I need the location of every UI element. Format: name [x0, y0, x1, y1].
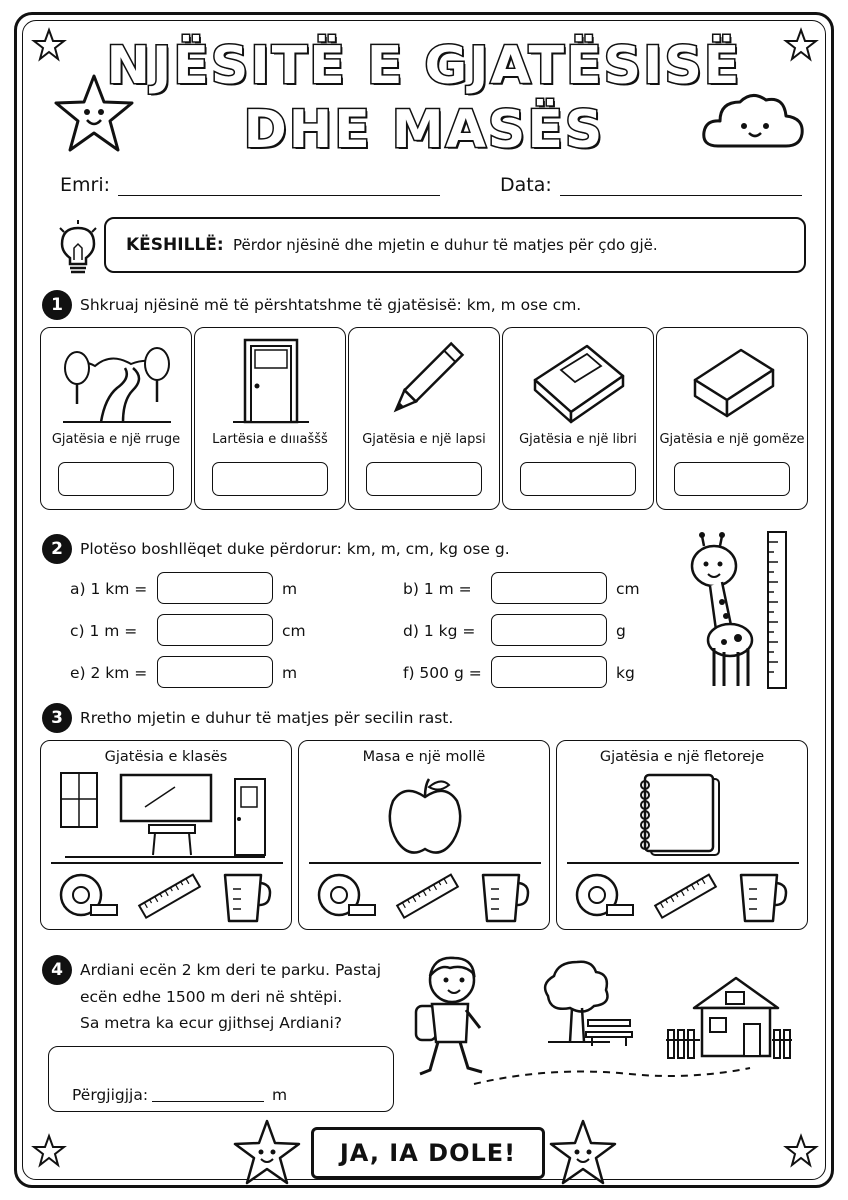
q3-card-divider [51, 862, 283, 864]
question-4-line: Ardiani ecën 2 km deri te parku. Pastaj [80, 961, 382, 979]
q2-answer-box[interactable] [157, 614, 273, 646]
question-number: 3 [42, 703, 72, 733]
ruler-icon[interactable] [395, 871, 461, 923]
q1-card-road [40, 327, 192, 510]
question-number: 1 [42, 290, 72, 320]
name-field[interactable] [118, 178, 440, 196]
question-4-line: ecën edhe 1500 m deri në shtëpi. [80, 988, 343, 1006]
q1-answer-box[interactable] [58, 462, 174, 496]
question-2-prompt: Plotëso boshllëqet duke përdorur: km, m, cm, kg ose g. [80, 540, 510, 558]
bench-icon [584, 1018, 634, 1048]
q3-card-divider [309, 862, 541, 864]
tape-measure-icon[interactable] [57, 871, 121, 923]
q1-card-pencil [348, 327, 500, 510]
page-title-line2: DHE MASËS [243, 100, 605, 160]
question-4-line: Sa metra ka ecur gjithsej Ardiani? [80, 1014, 342, 1032]
q3-card-apple [298, 740, 550, 930]
question-1-prompt: Shkruaj njësinë më të përshtatshme të gjatësisë: km, m ose cm. [80, 296, 582, 314]
question-3-prompt: Rretho mjetin e duhur të matjes për secilin rast. [80, 709, 454, 727]
q1-answer-box[interactable] [366, 462, 482, 496]
q3-card-classroom [40, 740, 292, 930]
giraffe-icon [686, 530, 766, 690]
measuring-cup-icon[interactable] [477, 869, 533, 925]
name-row [60, 174, 440, 196]
q2-answer-box[interactable] [157, 656, 273, 688]
q3-card-divider [567, 862, 799, 864]
classroom-icon [55, 769, 279, 859]
notebook-icon [637, 773, 727, 859]
smiling-star-icon [548, 1118, 618, 1188]
tape-measure-icon[interactable] [573, 871, 637, 923]
q2-row-label: f) 500 g = [403, 664, 482, 682]
date-label: Data: [500, 174, 552, 196]
question-number: 4 [42, 955, 72, 985]
date-field[interactable] [560, 178, 802, 196]
tape-measure-icon[interactable] [315, 871, 379, 923]
measuring-cup-icon[interactable] [735, 869, 791, 925]
q1-card-door [194, 327, 346, 510]
q2-row-label: b) 1 m = [403, 580, 472, 598]
q4-answer-unit: m [272, 1086, 288, 1104]
q2-unit: kg [616, 664, 635, 682]
q1-card-label: Lartësia e dıııaššš [212, 432, 328, 447]
lightbulb-icon [56, 220, 100, 280]
success-banner: JA, IA DOLE! [311, 1127, 545, 1179]
q3-card-title: Masa e një mollë [362, 749, 486, 765]
ruler-icon[interactable] [653, 871, 719, 923]
q3-card-title: Gjatësia e një fletoreje [599, 749, 765, 765]
corner-star-icon [784, 1134, 818, 1168]
q3-card-title: Gjatësia e klasës [104, 749, 228, 765]
q2-row-label: d) 1 kg = [403, 622, 476, 640]
house-icon [664, 974, 794, 1064]
q2-answer-box[interactable] [491, 572, 607, 604]
q1-card-eraser [656, 327, 808, 510]
eraser-icon [691, 344, 777, 420]
book-icon [531, 340, 627, 424]
q2-row-label: e) 2 km = [70, 664, 148, 682]
road-icon [61, 338, 173, 424]
measuring-cup-icon[interactable] [219, 869, 275, 925]
smiling-cloud-icon [700, 88, 808, 154]
q1-card-label: Gjatësia e një rruge [51, 432, 181, 447]
q2-row-label: a) 1 km = [70, 580, 148, 598]
q2-answer-box[interactable] [491, 656, 607, 688]
q3-card-notebook [556, 740, 808, 930]
q2-unit: cm [616, 580, 640, 598]
q2-unit: m [282, 580, 298, 598]
q1-card-label: Gjatësia e një gomëze [659, 432, 805, 447]
apple-icon [385, 775, 465, 859]
question-number: 2 [42, 534, 72, 564]
name-label: Emri: [60, 174, 111, 196]
q2-answer-box[interactable] [157, 572, 273, 604]
corner-star-icon [32, 1134, 66, 1168]
tip-text: Përdor njësinë dhe mjetin e duhur të matjes për çdo gjë. [233, 236, 658, 254]
q1-card-label: Gjatësia e një libri [519, 432, 637, 447]
page-title-line1: NJËSITË E GJATËSISË [106, 36, 742, 96]
q1-answer-box[interactable] [520, 462, 636, 496]
q4-answer-field[interactable] [152, 1101, 264, 1102]
q2-unit: cm [282, 622, 306, 640]
smiling-star-icon [52, 72, 136, 156]
height-ruler-icon [766, 530, 790, 690]
q4-answer-label: Përgjigjja: [72, 1086, 149, 1104]
q2-row-label: c) 1 m = [70, 622, 138, 640]
date-row [500, 174, 802, 196]
door-icon [231, 338, 311, 424]
q1-card-label: Gjatësia e një lapsi [362, 432, 486, 447]
tip-label: KËSHILLË: [126, 235, 224, 255]
q1-answer-box[interactable] [674, 462, 790, 496]
ruler-icon[interactable] [137, 871, 203, 923]
dashed-path-line [470, 1060, 760, 1090]
q1-card-book [502, 327, 654, 510]
smiling-star-icon [232, 1118, 302, 1188]
pencil-icon [385, 340, 465, 422]
q2-unit: m [282, 664, 298, 682]
q1-answer-box[interactable] [212, 462, 328, 496]
q2-unit: g [616, 622, 626, 640]
q2-answer-box[interactable] [491, 614, 607, 646]
